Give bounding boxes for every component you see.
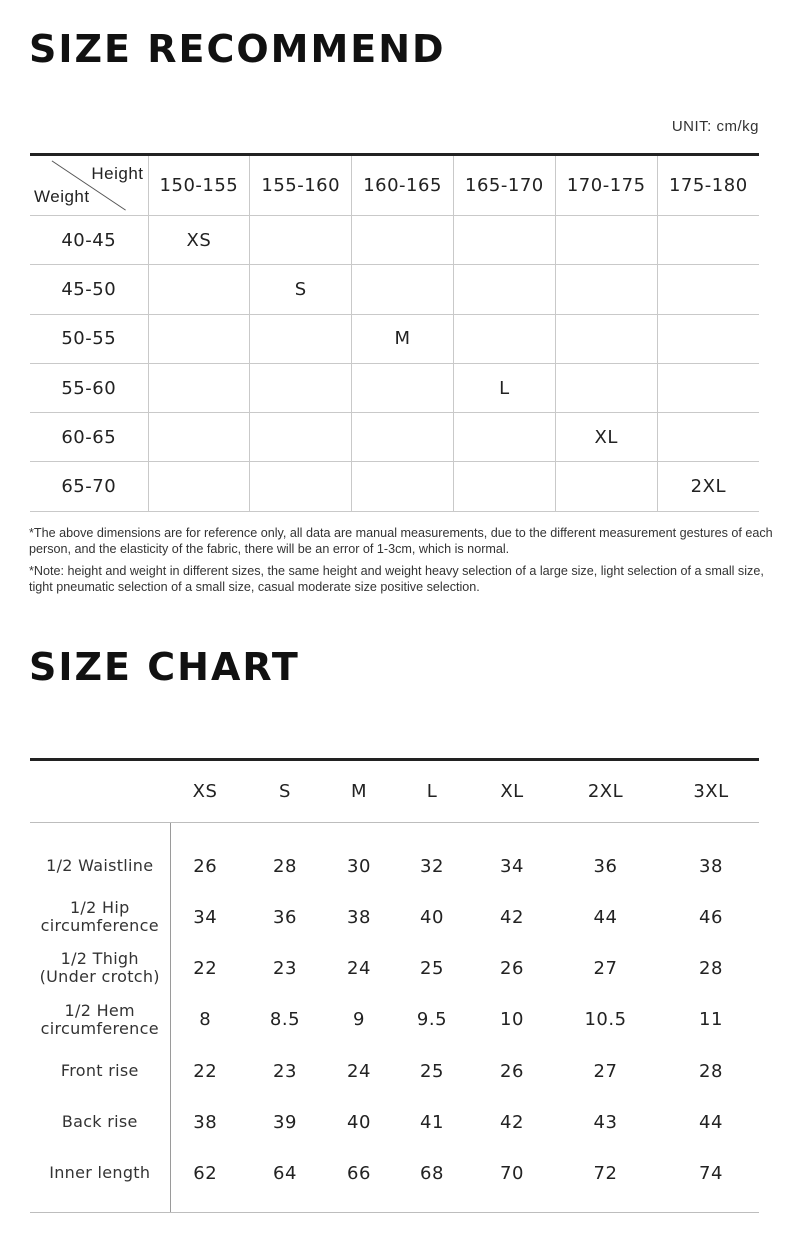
height-range-header: 160-165 [352, 155, 454, 216]
measurement-value: 44 [699, 1111, 723, 1133]
size-recommend-table [30, 153, 759, 512]
size-cell: L [453, 363, 555, 412]
height-axis-label: Height [91, 164, 144, 183]
measurement-row [30, 943, 759, 994]
size-cell [352, 413, 454, 462]
size-header: L [388, 760, 476, 823]
size-cell [657, 413, 759, 462]
measurement-value: 38 [193, 1111, 218, 1133]
measurement-value: 25 [420, 1060, 444, 1082]
measurement-row [30, 994, 759, 1045]
measurement-row [30, 1148, 759, 1213]
size-cell: S [250, 265, 352, 314]
size-cell [148, 314, 250, 363]
measurement-label [30, 943, 170, 994]
measurement-label-line: circumference [40, 1018, 159, 1038]
weight-row [30, 216, 759, 265]
measurement-value: 27 [593, 957, 618, 979]
measurement-label-line: 1/2 Waistline [46, 856, 154, 876]
measurement-value: 74 [663, 1148, 759, 1213]
measurement-row [30, 1097, 759, 1148]
measurement-value: 9.5 [416, 1009, 448, 1031]
measurement-label-line: circumference [40, 916, 159, 936]
measurement-value: 44 [593, 906, 618, 928]
height-range-header: 165-170 [453, 155, 555, 216]
size-cell [148, 363, 250, 412]
weight-range-cell: 60-65 [30, 413, 148, 462]
measurement-value: 11 [699, 1009, 723, 1031]
measurement-value: 40 [420, 906, 444, 928]
measurement-label [30, 1097, 170, 1148]
size-cell [250, 363, 352, 412]
size-cell [555, 216, 657, 265]
measurement-label [30, 1148, 170, 1213]
size-cell [555, 363, 657, 412]
weight-range-cell: 55-60 [30, 363, 148, 412]
measurement-value: 30 [347, 855, 371, 877]
measurement-value: 64 [240, 1148, 330, 1213]
measurement-value: 10 [500, 1009, 524, 1031]
measurement-value: 8.5 [269, 1009, 301, 1031]
size-cell [657, 216, 759, 265]
measurement-value: 24 [347, 1060, 371, 1082]
size-cell [555, 265, 657, 314]
measurement-value: 23 [273, 1060, 297, 1082]
measurement-value: 27 [593, 1060, 618, 1082]
height-range-header: 175-180 [657, 155, 759, 216]
size-cell: 2XL [657, 462, 759, 511]
measurement-value: 24 [347, 957, 371, 979]
measurement-value: 38 [699, 855, 723, 877]
size-cell [250, 314, 352, 363]
size-cell: M [352, 314, 454, 363]
measurement-value: 9 [353, 1009, 365, 1031]
weight-row [30, 265, 759, 314]
measurement-row [30, 823, 759, 892]
size-cell: XS [148, 216, 250, 265]
measurement-value: 22 [193, 1060, 218, 1082]
measurement-value: 32 [420, 855, 444, 877]
measurement-value: 42 [500, 1111, 524, 1133]
measurement-value: 62 [170, 1148, 240, 1213]
size-header: S [240, 760, 330, 823]
unit-label: UNIT: cm/kg [671, 118, 759, 135]
size-cell [657, 363, 759, 412]
measurement-value: 36 [273, 906, 297, 928]
size-cell [352, 265, 454, 314]
measurement-label-line: Front rise [60, 1061, 139, 1081]
size-cell [250, 462, 352, 511]
size-cell [453, 413, 555, 462]
measurement-label-line: 1/2 Hem [64, 1000, 135, 1020]
measurement-value: 34 [500, 855, 524, 877]
measurement-value: 26 [500, 957, 524, 979]
measurement-label [30, 823, 170, 892]
measurement-value: 42 [500, 906, 524, 928]
size-header: 3XL [663, 760, 759, 823]
size-cell [250, 216, 352, 265]
size-header: 2XL [548, 760, 663, 823]
size-recommend-title: SIZE RECOMMEND [29, 27, 446, 71]
measurement-label-line: Back rise [61, 1112, 138, 1132]
selection-note: *Note: height and weight in different sizes, the same height and weight heavy selection of a large size, light selection of a small size, tight pneumatic selection of a small size, casual moderate size positive selection. [29, 564, 764, 594]
size-chart-table [30, 758, 759, 1213]
measurement-value: 25 [420, 957, 444, 979]
measurement-row [30, 892, 759, 943]
weight-row [30, 462, 759, 511]
size-cell [352, 363, 454, 412]
size-cell [148, 462, 250, 511]
size-cell [657, 265, 759, 314]
weight-row [30, 314, 759, 363]
measurement-value: 40 [347, 1111, 371, 1133]
weight-range-cell: 50-55 [30, 314, 148, 363]
reference-note: *The above dimensions are for reference only, all data are manual measurements, due to the different measurement gestures of each person, and the elasticity of the fabric, there will be an error of 1-3cm, which is normal. [29, 526, 773, 556]
measurement-value: 28 [699, 957, 723, 979]
measurement-value: 66 [330, 1148, 388, 1213]
size-cell [453, 314, 555, 363]
measurement-value: 36 [593, 855, 618, 877]
size-cell [453, 216, 555, 265]
measurement-label [30, 892, 170, 943]
size-cell [148, 265, 250, 314]
size-cell [555, 314, 657, 363]
size-header: XL [476, 760, 548, 823]
size-header: M [330, 760, 388, 823]
measurement-label-line: (Under crotch) [39, 967, 160, 987]
size-chart-title: SIZE CHART [29, 645, 300, 689]
measurement-value: 46 [699, 906, 723, 928]
corner-cell [30, 155, 148, 216]
measurement-value: 39 [273, 1111, 297, 1133]
weight-range-cell: 45-50 [30, 265, 148, 314]
measurement-row [30, 1045, 759, 1096]
measurement-value: 38 [347, 906, 371, 928]
weight-range-cell: 40-45 [30, 216, 148, 265]
size-header: XS [170, 760, 240, 823]
size-cell [148, 413, 250, 462]
height-range-header: 155-160 [250, 155, 352, 216]
measurement-value: 10.5 [584, 1009, 627, 1031]
measurement-value: 26 [500, 1060, 524, 1082]
measurement-value: 23 [273, 957, 297, 979]
measurement-value: 34 [193, 906, 218, 928]
measurement-label-line: 1/2 Thigh [60, 949, 139, 969]
measurement-value: 26 [193, 855, 218, 877]
measurement-value: 43 [593, 1111, 618, 1133]
weight-range-cell: 65-70 [30, 462, 148, 511]
weight-row [30, 363, 759, 412]
measurement-label [30, 1045, 170, 1096]
measurement-value: 68 [388, 1148, 476, 1213]
size-cell [250, 413, 352, 462]
size-cell [453, 462, 555, 511]
size-cell [352, 462, 454, 511]
measurement-value: 8 [199, 1009, 212, 1031]
size-cell [657, 314, 759, 363]
measurement-value: 28 [699, 1060, 723, 1082]
measurement-value: 22 [193, 957, 218, 979]
measurement-value: 72 [548, 1148, 663, 1213]
blank-header-cell [30, 760, 170, 823]
measurement-label [30, 994, 170, 1045]
size-cell [555, 462, 657, 511]
measurement-label-line: Inner length [49, 1163, 151, 1183]
height-range-header: 170-175 [555, 155, 657, 216]
measurement-label-line: 1/2 Hip [69, 898, 130, 918]
weight-row [30, 413, 759, 462]
weight-axis-label: Weight [34, 187, 90, 206]
height-range-header: 150-155 [148, 155, 250, 216]
measurement-value: 70 [476, 1148, 548, 1213]
measurement-value: 41 [420, 1111, 444, 1133]
height-header-row [30, 155, 759, 216]
size-cell [453, 265, 555, 314]
measurement-value: 28 [273, 855, 297, 877]
size-cell: XL [555, 413, 657, 462]
size-header-row [30, 760, 759, 823]
size-cell [352, 216, 454, 265]
